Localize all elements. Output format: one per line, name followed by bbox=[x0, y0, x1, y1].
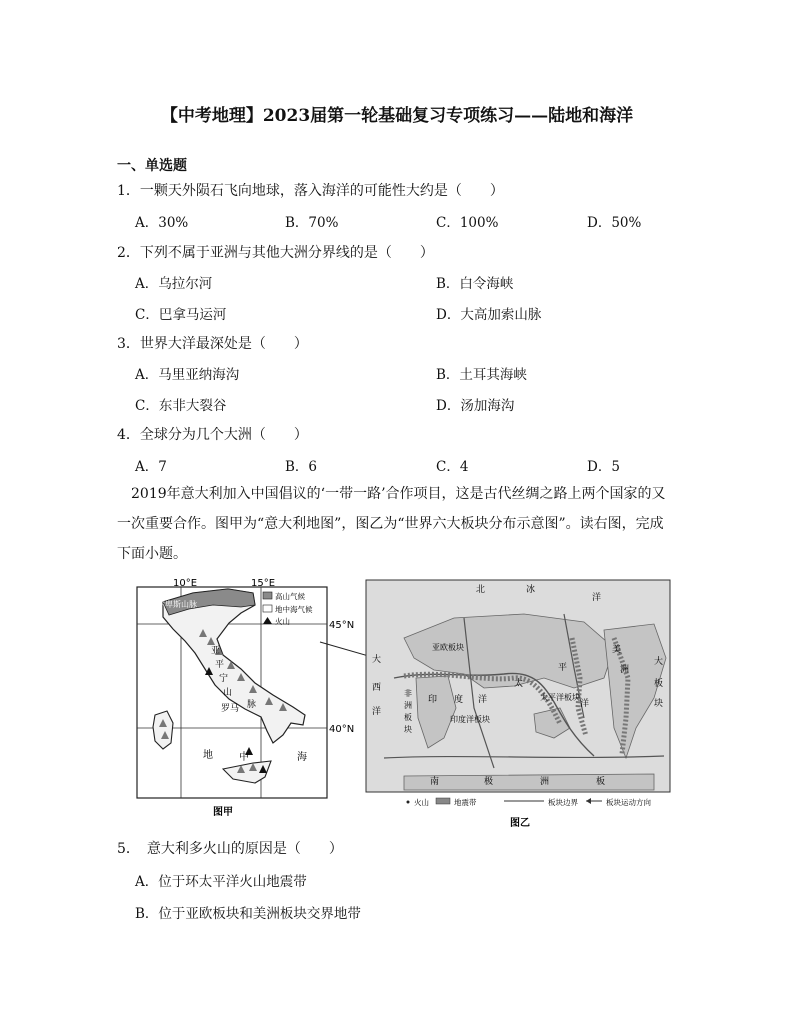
map-a-legend-alpine: 高山气候 bbox=[275, 592, 305, 601]
question-2-stem: 2．下列不属于亚洲与其他大洲分界线的是（ ） bbox=[117, 245, 434, 261]
map-b-label-tai: 太 bbox=[514, 679, 524, 689]
map-b-legend-seismic: 地震带 bbox=[454, 798, 477, 807]
question-3-option-a: A．马里亚纳海沟 bbox=[135, 367, 240, 383]
map-b-label-mei: 美 bbox=[612, 645, 622, 655]
map-b-label-nan: 南 bbox=[430, 777, 440, 787]
question-2-option-a: A．乌拉尔河 bbox=[135, 276, 213, 292]
map-b-label-kuai2: 块 bbox=[404, 725, 412, 734]
question-1-option-d: D．50% bbox=[587, 215, 642, 231]
question-1-option-b: B．70% bbox=[285, 215, 339, 231]
question-4-option-d: D．5 bbox=[587, 459, 620, 475]
map-a-legend-mediterranean: 地中海气候 bbox=[275, 605, 313, 614]
map-a-alps-label: 阿尔卑斯山脉 bbox=[149, 600, 197, 609]
map-b-label-du: 度 bbox=[454, 695, 464, 705]
map-a-place-ya: 亚 bbox=[211, 646, 221, 656]
question-4-option-a: A．7 bbox=[135, 459, 167, 475]
map-b-label-kuai: 块 bbox=[654, 699, 664, 709]
map-a-place-ping: 平 bbox=[215, 660, 225, 670]
map-b-label-ban: 板 bbox=[654, 679, 664, 689]
question-2-option-b: B．白令海峡 bbox=[436, 276, 514, 292]
map-b-legend-volcano: 火山 bbox=[414, 798, 429, 807]
map-b-label-zhou3: 洲 bbox=[540, 777, 550, 787]
question-4-option-c: C．4 bbox=[436, 459, 469, 475]
map-b-label-yang1: 洋 bbox=[592, 593, 602, 603]
map-a-place-ning: 宁 bbox=[219, 674, 229, 684]
map-b-label-yang2: 洋 bbox=[372, 707, 382, 717]
question-2-option-c: C．巴拿马运河 bbox=[135, 307, 227, 323]
page-title: 【中考地理】2023届第一轮基础复习专项练习——陆地和海洋 bbox=[160, 106, 634, 126]
map-b-label-xi: 西 bbox=[372, 683, 382, 693]
map-a-lon-15: 15°E bbox=[251, 578, 276, 589]
question-1-stem: 1．一颗天外陨石飞向地球，落入海洋的可能性大约是（ ） bbox=[117, 183, 504, 199]
map-a-sea-hai: 海 bbox=[297, 752, 307, 763]
map-b-label-da2: 大 bbox=[372, 655, 382, 665]
map-b-label-indian-plate: 印度洋板块 bbox=[450, 715, 490, 724]
map-b-legend-boundary: 板块边界 bbox=[548, 798, 578, 807]
map-a-sea-zhong: 中 bbox=[239, 752, 249, 763]
map-a-lat-40: 40°N bbox=[329, 724, 355, 735]
question-3-option-d: D．汤加海沟 bbox=[436, 398, 515, 414]
map-a-rome: 罗马 bbox=[221, 704, 240, 714]
map-a-place-shan: 山 bbox=[223, 688, 233, 698]
question-1-option-a: A．30% bbox=[135, 215, 189, 231]
question-1-option-c: C．100% bbox=[436, 215, 499, 231]
map-a-caption: 图甲 bbox=[213, 807, 233, 818]
map-a-lon-10: 10°E bbox=[173, 578, 198, 589]
question-3-option-b: B．土耳其海峡 bbox=[436, 367, 527, 383]
question-5-option-b: B．位于亚欧板块和美洲板块交界地带 bbox=[135, 906, 361, 922]
map-b-label-da: 大 bbox=[654, 657, 664, 667]
map-a-sea-di: 地 bbox=[203, 750, 213, 761]
map-b-label-ping: 平 bbox=[558, 663, 568, 673]
map-b-legend-direction: 板块运动方向 bbox=[606, 798, 651, 807]
map-b-label-yang3: 洋 bbox=[478, 695, 488, 705]
map-b-label-ban2: 板 bbox=[404, 713, 412, 722]
map-b-label-pacific-plate: 太平洋板块 bbox=[540, 693, 580, 702]
question-5-stem: 5． 意大利多火山的原因是（ ） bbox=[117, 841, 343, 857]
map-b-label-ji: 极 bbox=[484, 777, 494, 787]
map-a-legend-volcano: 火山 bbox=[275, 617, 290, 626]
section-heading: 一、单选题 bbox=[117, 158, 187, 174]
map-b-label-zhou: 洲 bbox=[620, 665, 630, 675]
map-b-label-fei: 非 bbox=[404, 689, 412, 698]
reading-passage: 2019年意大利加入中国倡议的‘一带一路’合作项目，这是古代丝绸之路上两个国家的又一次重要合作。图甲为“意大利地图”，图乙为“世界六大板块分布示意图”。读右图，完成下面小题。 bbox=[117, 486, 666, 562]
map-b-caption: 图乙 bbox=[510, 818, 530, 829]
map-b-label-yin: 印 bbox=[428, 695, 438, 705]
map-b-label-zhou2: 洲 bbox=[404, 701, 412, 710]
question-5-option-a: A．位于环太平洋火山地震带 bbox=[135, 874, 307, 890]
map-a-lat-45: 45°N bbox=[329, 620, 355, 631]
question-3-stem: 3．世界大洋最深处是（ ） bbox=[117, 336, 308, 352]
map-b-label-ban3: 板 bbox=[596, 777, 606, 787]
question-4-option-b: B．6 bbox=[285, 459, 318, 475]
map-b-label-yang4: 洋 bbox=[580, 699, 590, 709]
question-4-stem: 4．全球分为几个大洲（ ） bbox=[117, 427, 308, 443]
italy-map bbox=[133, 577, 357, 822]
map-b-label-bei: 北 bbox=[476, 585, 486, 595]
world-plates-map bbox=[364, 578, 674, 830]
map-b-label-eurasian-plate: 亚欧板块 bbox=[432, 643, 464, 652]
question-3-option-c: C．东非大裂谷 bbox=[135, 398, 227, 414]
map-a-place-mai: 脉 bbox=[247, 700, 257, 710]
map-b-label-bing: 冰 bbox=[526, 585, 536, 595]
question-2-option-d: D．大高加索山脉 bbox=[436, 307, 542, 323]
